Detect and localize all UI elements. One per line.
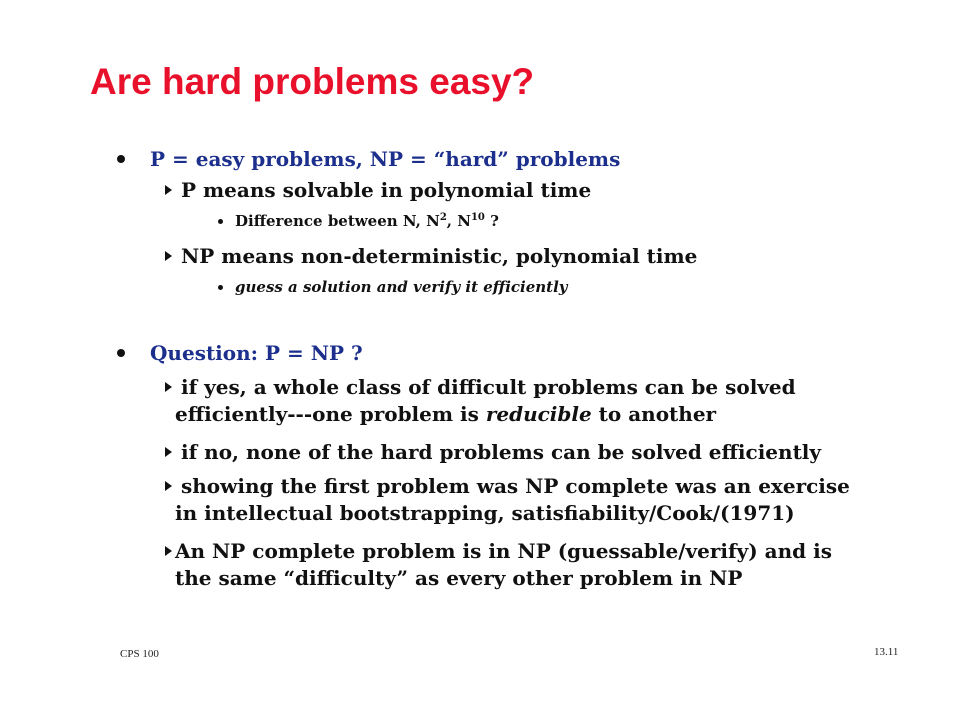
bullet-dot (117, 155, 125, 163)
bullet-2-sub-1-line-2: efficiently---one problem is reducible to another (175, 402, 717, 426)
bullet-1-sub-2-detail: guess a solution and verify it efficiently (235, 278, 568, 296)
arrow-bullet-icon (165, 447, 172, 457)
small-bullet-dot (218, 285, 223, 290)
arrow-bullet-icon (165, 481, 172, 491)
arrow-bullet-icon (165, 546, 172, 556)
bullet-1-sub-1-detail: Difference between N, $N^2$, $N^{10}$ ? (235, 212, 499, 230)
footer-page-number: 13.11 (874, 646, 899, 658)
arrow-bullet-icon (165, 382, 172, 392)
bullet-2-sub-4-line-2: the same “difficulty” as every other problem in NP (175, 566, 743, 590)
bullet-2-sub-4-line-1: An NP complete problem is in NP (guessable/verify) and is (175, 539, 832, 563)
arrow-bullet-icon (165, 185, 172, 195)
bullet-1-sub-1: P means solvable in polynomial time (181, 178, 592, 202)
small-bullet-dot (218, 219, 223, 224)
bullet-dot (117, 349, 125, 357)
bullet-2-sub-3-line-1: showing the first problem was NP complete was an exercise (181, 474, 850, 498)
slide-title: Are hard problems easy? (90, 61, 535, 102)
bullet-1-sub-2: NP means non-deterministic, polynomial time (181, 244, 698, 268)
bullet-2-text: Question: P = NP ? (150, 341, 363, 365)
bullet-1-text: P = easy problems, NP = “hard” problems (150, 147, 621, 171)
bullet-2-sub-2: if no, none of the hard problems can be solved efficiently (181, 440, 822, 464)
bullet-2-sub-3-line-2: in intellectual bootstrapping, satisfiability/Cook/(1971) (175, 501, 795, 525)
bullet-2-sub-1-line-1: if yes, a whole class of difficult problems can be solved (181, 375, 796, 399)
arrow-bullet-icon (165, 251, 172, 261)
footer-course: CPS 100 (120, 648, 159, 660)
